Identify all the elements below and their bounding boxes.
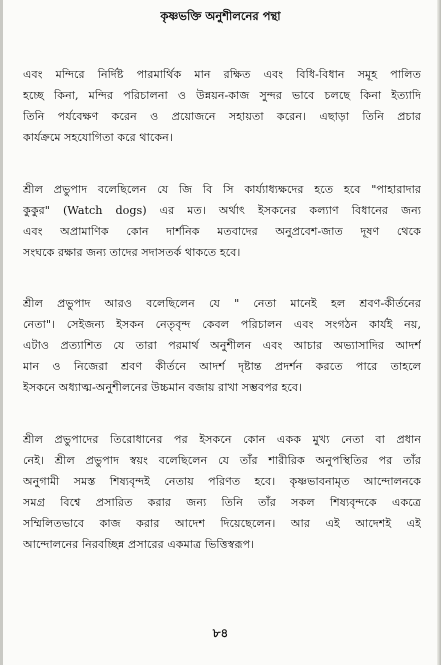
paragraph-line: এবং অপ্রামাণিক কোন দার্শনিক মতবাদের অনুপ্রবেশ-জাত দূষণ থেকে [23,225,421,238]
paragraph-line: শ্রীল প্রভুপাদ বলেছিলেন যে জি বি সি কার্য্যাধ্যক্ষদের হতে হবে "পাহারাদার [23,183,421,196]
paragraph-2 [23,179,421,263]
paragraph-line: শ্রীল প্রভুপাদের তিরোধানের পর ইসকনে কোন একক মুখ্য নেতা বা প্রধান [23,433,421,446]
paragraph-1 [23,64,421,148]
page-number: ৮৪ [212,626,229,640]
paragraph-line: ইসকনে অধ্যাত্ম-অনুশীলনের উচ্চমান বজায় রাখা সম্ভবপর হবে। [23,381,303,394]
paragraph-3 [23,293,421,398]
paragraph-line: হচ্ছে কিনা, মন্দির পরিচালনা ও উন্নয়ন-কাজ সুন্দর ভাবে চলছে কিনা ইত্যাদি [23,89,421,102]
paragraph-line: তিনি পর্যবেক্ষণ করেন ও প্রয়োজনে সহায়তা করেন। এছাড়া তিনি প্রচার [23,110,421,123]
paragraph-line: সমগ্র বিশ্বে প্রসারিত করার জন্য তিনি তাঁর সকল শিষ্যবৃন্দকে একত্রে [23,496,421,509]
paragraph-line: শ্রীল প্রভুপাদ আরও বলেছিলেন যে " নেতা মানেই হল শ্রবণ-কীর্তনের [23,297,421,310]
paragraph-line: সম্মিলিতভাবে কাজ করার আদেশ দিয়েছেলেন। আর এই আদেশই এই [23,517,421,530]
paragraph-line: কুকুর" (Watch dogs) এর মত। অর্থাৎ ইসকনের কল্যাণ বিধানের জন্য [23,204,421,217]
paragraph-4 [23,429,421,555]
page-left-edge [0,0,3,665]
running-header: কৃষ্ণভক্তি অনুশীলনের পন্থা [160,9,281,23]
paragraph-line: আন্দোলনের নিরবচ্ছিন্ন প্রসারের একমাত্র ভিত্তিস্বরূপ। [23,538,255,551]
paragraph-line: সংঘকে রক্ষার জন্য তাদের সদাসতর্ক থাকতে হবে। [23,246,241,259]
paragraph-line: অনুগামী সমস্ত শিষ্যবৃন্দই নেতায় পরিণত হবে। কৃষ্ণভাবনামৃত আন্দোলনকে [23,475,421,488]
paragraph-line: কার্যক্রমে সহযোগিতা করে থাকেন। [23,131,173,144]
paragraph-line: মান ও নিজেরা শ্রবণ কীর্তনে আদর্শ দৃষ্টান্ত প্রদর্শন করতে পারে তাহলে [23,360,421,373]
paragraph-line: নেই। শ্রীল প্রভুপাদ স্বয়ং বলেছিলেন যে তাঁর শারীরিক অনুপস্থিতির পর তাঁর [23,454,421,467]
paragraph-line: এবং মন্দিরে নির্দিষ্ট পারমার্থিক মান রক্ষিত এবং বিধি-বিধান সমূহ পালিত [23,68,421,81]
page-right-edge [437,0,441,665]
paragraph-line: নেতা"। সেইজন্য ইসকন নেতৃবৃন্দ কেবল পরিচালন এবং সংগঠন কার্যই নয়, [23,318,421,331]
paragraph-line: এটাও প্রত্যাশিত যে তারা পরমার্থ অনুশীলন এবং আচার অভ্যাসাদির আদর্শ [23,339,421,352]
